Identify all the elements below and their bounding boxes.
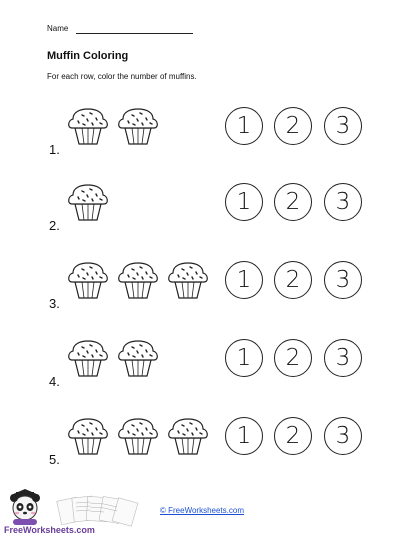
row-number: 1. [49,142,60,157]
answer-circle[interactable]: 3 [324,107,362,145]
answer-circle[interactable]: 1 [225,107,263,145]
worksheet-row [0,254,416,324]
row-number: 5. [49,452,60,467]
answer-circle[interactable]: 2 [274,183,312,221]
answer-circle[interactable]: 2 [274,107,312,145]
answer-circle[interactable]: 3 [324,183,362,221]
worksheet-row [0,176,416,246]
logo-text: FreeWorksheets.com [4,525,95,535]
answer-circle[interactable]: 3 [324,261,362,299]
worksheet-title: Muffin Coloring [47,50,129,62]
muffin-icon [166,260,210,300]
answer-circle[interactable]: 1 [225,183,263,221]
muffin-icon [66,338,110,378]
row-number: 3. [49,296,60,311]
muffin-icon [66,260,110,300]
muffin-icon [66,106,110,146]
footer-link[interactable]: © FreeWorksheets.com [160,506,244,515]
panda-icon [10,489,40,525]
name-label: Name [47,24,69,33]
answer-circle[interactable]: 3 [324,339,362,377]
row-number: 4. [49,374,60,389]
answer-circle[interactable]: 1 [225,261,263,299]
muffin-icon [116,106,160,146]
answer-circle[interactable]: 1 [225,417,263,455]
worksheet-thumbnails-icon [57,496,138,526]
answer-circle[interactable]: 1 [225,339,263,377]
muffin-icon [66,182,110,222]
row-number: 2. [49,218,60,233]
muffin-icon [166,416,210,456]
answer-circle[interactable]: 2 [274,417,312,455]
muffin-icon [116,338,160,378]
worksheet-row [0,332,416,402]
worksheet-row [0,410,416,480]
instructions: For each row, color the number of muffins. [47,72,197,81]
answer-circle[interactable]: 2 [274,339,312,377]
worksheet-row [0,100,416,170]
muffin-icon [116,260,160,300]
muffin-icon [66,416,110,456]
muffin-icon [116,416,160,456]
answer-circle[interactable]: 2 [274,261,312,299]
answer-circle[interactable]: 3 [324,417,362,455]
name-line[interactable] [76,33,193,34]
